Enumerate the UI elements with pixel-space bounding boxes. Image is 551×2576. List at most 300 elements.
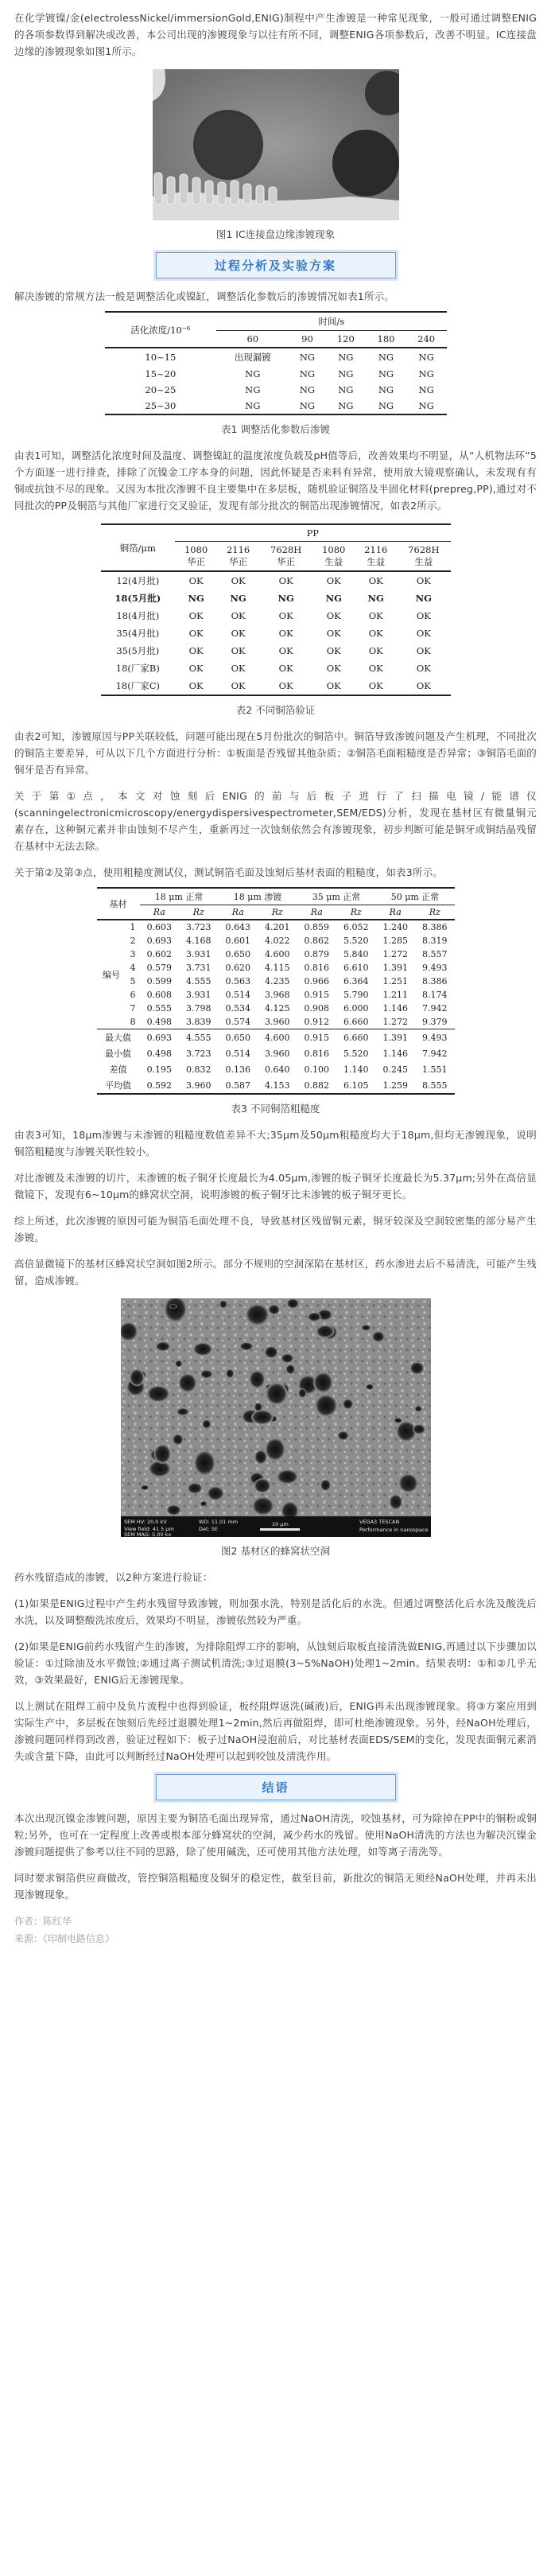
col-code: 1080: [184, 544, 208, 555]
table-cell: 8.386: [421, 976, 448, 986]
table-row: [97, 961, 455, 975]
sem-det: Det: SE: [198, 1526, 218, 1532]
table-cell: OK: [326, 628, 341, 639]
table-cell: 0.832: [186, 1064, 211, 1075]
sem-cavity: [239, 1342, 253, 1350]
sem-cavity: [281, 1354, 293, 1364]
table-cell: OK: [326, 663, 341, 674]
table-cell: 4.600: [265, 1032, 290, 1043]
col-code: 2116: [226, 544, 250, 555]
table-cell: NG: [245, 368, 261, 379]
table-3-sub: Rz: [271, 907, 283, 917]
table-cell: 6.052: [343, 922, 369, 932]
table-cell: 3.798: [186, 1003, 211, 1014]
table-3-group: 18 μm 正常: [140, 888, 219, 905]
table-cell: OK: [188, 628, 204, 639]
table-row-label: 18(4月批): [116, 610, 160, 621]
sem-cavity: [394, 1418, 402, 1423]
table-3-sub: Rz: [192, 907, 204, 917]
sem-cavity: [202, 1420, 211, 1429]
table-cell: 8.386: [421, 922, 448, 932]
table-row-label: 18(厂家C): [115, 680, 161, 691]
table-cell: 3.960: [265, 1048, 290, 1059]
article-footer: [14, 1913, 537, 1948]
table-cell: 0.195: [146, 1064, 173, 1075]
sem-cavity: [286, 1298, 298, 1308]
table-cell: NG: [299, 400, 316, 411]
table-cell: 1.140: [343, 1064, 369, 1075]
table-3-sub: Ra: [153, 907, 165, 917]
table-cell: 8.174: [421, 990, 448, 1000]
table-3-sub: Rz: [350, 907, 362, 917]
table-cell: OK: [278, 610, 293, 621]
table-cell: OK: [188, 645, 204, 656]
table-cell: 3.723: [186, 1048, 211, 1059]
sem-cavity: [130, 1369, 144, 1387]
table-cell: 4.555: [186, 1032, 211, 1043]
table-cell: 0.915: [304, 1032, 329, 1043]
sem-brand: VEGA3 TESCAN: [359, 1519, 399, 1525]
table-cell: 8.555: [421, 1080, 448, 1091]
table-3-group: 50 μm 正常: [375, 888, 454, 905]
table-cell: NG: [299, 368, 316, 379]
col-code: 2116: [364, 544, 388, 555]
table-3-sub: Rz: [429, 907, 440, 917]
sem-cavity: [187, 1483, 201, 1494]
col-code: 7628H: [270, 544, 302, 555]
table-cell: NG: [378, 384, 394, 395]
table-row-id: 8: [130, 1017, 136, 1027]
table-cell: 0.693: [146, 936, 173, 946]
table-row: [101, 660, 451, 677]
table-row-id: 2: [130, 936, 136, 946]
table-row: [97, 1002, 455, 1015]
table-cell: NG: [277, 593, 294, 604]
table-cell: 1.391: [382, 963, 408, 973]
sem-cavity: [156, 1342, 170, 1352]
table-cell: OK: [231, 610, 246, 621]
table-cell: OK: [278, 680, 293, 691]
table-2-caption: 表2 不同铜箔验证: [235, 704, 316, 716]
table-row-id: 5: [130, 976, 136, 986]
table-row: [101, 590, 451, 607]
table-cell: 8.557: [421, 949, 448, 959]
table-cell: NG: [299, 384, 316, 395]
table-row: [105, 398, 447, 414]
table-cell: 4.153: [265, 1080, 290, 1091]
sem-cavity: [146, 1386, 169, 1403]
table-cell: OK: [368, 645, 383, 656]
col-maker: 华正: [277, 556, 296, 567]
table-row: [97, 1029, 455, 1046]
section1-paragraph-13: 以上测试在阻焊工前中及负片流程中也得到验证，板经阻焊返洗(碱液)后，ENIG再未出现渗镀现象。将③方案应用到实际生产中，多层板在蚀刻后先经过退膜处理1~2min,然后再做阻焊，即可杜绝渗镀现象。另外，经NaOH处理后，渗镀问题同样得到改善，验证过程如下：板子过NaOH浸泡前后，对比基材表面EDS/SEM的变化，发现表面铜元素消失或含量下降，由此可以判断经过NaOH处理可以起到咬蚀及清洗作用。: [14, 1700, 537, 1762]
table-cell: OK: [368, 610, 383, 621]
table-cell: 0.966: [304, 976, 329, 986]
table-cell: 0.498: [146, 1017, 173, 1027]
sem-cavity: [277, 1469, 298, 1484]
table-cell: OK: [326, 575, 341, 586]
table-cell: OK: [416, 575, 431, 586]
section1-paragraph-4: 关于第①点，本文对蚀刻后ENIG的前与后板子进行了扫描电镜/能谱仪(scanningelectronicmicroscopy/energydispersivespectrometer,SEM/EDS)分析，发现在基材区有微量铜元素存在，这种铜元素并非由蚀刻不尽产生，重新再过一次蚀刻依然会有渗镀现象，初步判断可能是铜牙或铜结晶残留在基材中无法去除。: [14, 790, 537, 852]
table-cell: OK: [416, 680, 431, 691]
table-cell: 1.240: [382, 922, 408, 932]
sem-cavity: [268, 1305, 279, 1315]
table-row: [101, 607, 451, 625]
table-cell: 4.555: [186, 976, 211, 986]
table-cell: 3.960: [186, 1080, 211, 1091]
table-row: [97, 948, 455, 961]
table-cell: OK: [188, 575, 204, 586]
table-cell: 8.319: [421, 936, 448, 946]
sem-cavity: [343, 1399, 353, 1410]
section1-paragraph-12: (2)如果是ENIG前药水残留产生的渗镀，为排除阻焊工序的影响，从蚀刻后取板直接清洗做ENIG,再通过以下步骤加以验证：①过除油及水平微蚀;②通过离子测试机清洗;③过退膜(3~5%NaOH)处理1~2min。结果表明：①和②几乎无效，③效果最好，ENIG后无渗镀现象。: [14, 1640, 537, 1686]
section-title-analysis: 过程分析及实验方案: [156, 252, 396, 278]
table-cell: NG: [418, 384, 434, 395]
figure-1-caption: 图1 IC连接盘边缘渗镀现象: [215, 228, 336, 240]
table-cell: 0.514: [225, 990, 251, 1000]
table-cell: 3.931: [186, 990, 211, 1000]
section1-paragraph-9: 高倍显微镜下的基材区蜂窝状空洞如图2所示。部分不规则的空洞深陷在基材区，药水渗进去后不易清洗，可能产生残留，造成渗镀。: [14, 1258, 537, 1286]
table-cell: 0.514: [225, 1048, 251, 1059]
sem-cavity: [413, 1424, 425, 1434]
table-row: [97, 920, 455, 934]
table-cell: 1.146: [382, 1003, 408, 1014]
table-cell: 0.601: [225, 936, 251, 946]
table-cell: NG: [378, 352, 394, 363]
sem-cavity: [316, 1325, 334, 1338]
source-line: 来源：《印制电路信息》: [14, 1933, 115, 1944]
table-row-id: 3: [130, 949, 136, 959]
table-cell: 7.942: [421, 1048, 448, 1059]
table-cell: OK: [368, 628, 383, 639]
table-cell: 3.839: [186, 1017, 211, 1027]
table-cell: OK: [278, 628, 293, 639]
table-3-body: [97, 920, 455, 1094]
sem-cavity: [315, 1395, 337, 1417]
table-cell: NG: [245, 400, 261, 411]
table-cell: NG: [325, 593, 342, 604]
table-cell: 0.908: [304, 1003, 329, 1014]
sem-cavity: [254, 1450, 266, 1465]
table-cell: 0.915: [304, 990, 329, 1000]
col-maker: 生益: [414, 556, 433, 567]
sem-cavity: [226, 1369, 234, 1378]
sem-cavity: [254, 1478, 270, 1492]
table-cell: 9.493: [421, 1032, 448, 1043]
section-title-conclusion: 结语: [156, 1774, 396, 1800]
table-cell: OK: [231, 680, 246, 691]
table-3-caption: 表3 不同铜箔粗糙度: [231, 1103, 320, 1115]
table-cell: 4.115: [265, 963, 290, 973]
section1-paragraph-6: 由表3可知，18μm渗镀与未渗镀的粗糙度数值差异不大;35μm及50μm粗糙度均大于18μm,但均无渗镀现象，说明铜箔粗糙度与渗镀关联性较小。: [14, 1129, 537, 1158]
table-row-label: 12(4月批): [116, 575, 160, 586]
sem-wd: WD: 11.01 mm: [198, 1519, 238, 1525]
table-cell: OK: [326, 610, 341, 621]
table-1-col: 180: [377, 333, 395, 344]
table-row: [97, 988, 455, 1002]
table-cell: NG: [415, 593, 433, 604]
sem-cavity: [153, 1444, 170, 1464]
col-maker: 生益: [367, 556, 386, 567]
table-cell: 4.168: [186, 936, 211, 946]
table-cell: OK: [368, 680, 383, 691]
table-2-col: [397, 542, 450, 572]
sem-cavity: [409, 1362, 424, 1375]
table-cell: OK: [231, 645, 246, 656]
table-cell: OK: [231, 575, 246, 586]
table-cell: 0.643: [225, 922, 251, 932]
table-cell: 1.251: [382, 976, 408, 986]
table-cell: 0.693: [146, 1032, 173, 1043]
col-code: 7628H: [408, 544, 440, 555]
table-cell: 4.125: [265, 1003, 290, 1014]
sem-cavity: [177, 1408, 188, 1415]
sem-cavity: [361, 1325, 371, 1330]
table-cell: 9.379: [421, 1017, 448, 1027]
sem-cavity: [308, 1313, 321, 1321]
table-1-row-header: 活化浓度/10⁻⁶: [105, 312, 217, 348]
table-row: [97, 1061, 455, 1077]
sem-cavity: [396, 1421, 416, 1442]
sem-cavity: [298, 1388, 306, 1398]
table-cell: NG: [338, 400, 354, 411]
section1-paragraph-2: 由表1可知，调整活化浓度时间及温度、调整镍缸的温度浓度负载及pH值等后，改善效果均不明显，从“人机物法环”5个方面逐一进行排查，排除了沉镍金工序本身的问题，因此怀疑是否来料有异常，使用放大镜观察确认，未发现有有铜或抗蚀不尽的现象。又因为本批次渗镀不良主要集中在多层板，随机验证铜箔及半固化材料(prepreg,PP),通过对不同批次的PP及铜箔与其他厂家进行交叉验证，发现有部分批次的铜箔出现渗镀情况，如表2所示。: [14, 449, 537, 512]
table-cell: 0.579: [146, 963, 173, 973]
table-cell: 0.620: [225, 963, 251, 973]
sem-cavity: [266, 1383, 287, 1405]
table-cell: NG: [338, 384, 354, 395]
table-cell: OK: [416, 610, 431, 621]
table-cell: OK: [278, 663, 293, 674]
section1-paragraph-3: 由表2可知，渗镀原因与PP关联较低，问题可能出现在5月份批次的铜箔中。铜箔导致渗镀问题及产生机理，不同批次的铜箔主要差异，可从以下几个方面进行分析：①板面是否残留其他杂质；②铜箔毛面粗糙度是否异常；③铜箔毛面的铜牙是否有异常。: [14, 730, 537, 776]
sem-cavity: [252, 1496, 274, 1515]
table-cell: OK: [416, 628, 431, 639]
col-maker: 华正: [229, 556, 248, 567]
table-cell: 1.272: [382, 949, 408, 959]
table-cell: 1.391: [382, 1032, 408, 1043]
table-cell: 0.650: [225, 949, 251, 959]
table-cell: 10~15: [145, 352, 177, 363]
table-cell: NG: [245, 384, 261, 395]
sem-cavity: [337, 1431, 348, 1440]
table-cell: 0.650: [225, 1032, 251, 1043]
sem-cavity: [169, 1304, 177, 1309]
table-row: [105, 382, 447, 398]
table-cell: 0.602: [146, 949, 173, 959]
section1-paragraph-8: 综上所述，此次渗镀的原因可能为铜箔毛面处理不良，导致基材区残留铜元素，铜牙较深及空洞较密集的部分易产生渗镀。: [14, 1215, 537, 1243]
table-cell: 0.912: [304, 1017, 329, 1027]
table-cell: 6.660: [343, 1032, 369, 1043]
sem-scale-bar: [260, 1528, 300, 1531]
sem-tag: Performance in nanospace: [359, 1527, 429, 1533]
table-cell: 4.600: [265, 949, 290, 959]
table-cell: 6.105: [343, 1080, 369, 1091]
table-row-group-label: 编号: [102, 970, 120, 980]
table-cell: NG: [338, 368, 354, 379]
table-cell: NG: [338, 352, 354, 363]
sem-cavity: [175, 1360, 182, 1367]
table-cell: 15~20: [145, 368, 177, 379]
table-cell: 1.551: [421, 1064, 448, 1075]
sem-cavity: [285, 1364, 294, 1374]
table-cell: 0.100: [304, 1064, 329, 1075]
table-3-corner: 基材: [97, 888, 140, 920]
table-cell: 1.285: [382, 936, 408, 946]
table-row: [101, 642, 451, 660]
table-cell: 0.608: [146, 990, 173, 1000]
sem-hv: SEM HV: 20.0 kV: [123, 1519, 167, 1525]
table-2-col: [312, 542, 355, 572]
table-cell: 0.816: [304, 963, 329, 973]
table-cell: 0.816: [304, 1048, 329, 1059]
table-cell: 7.942: [421, 1003, 448, 1014]
sem-cavity: [194, 1450, 215, 1476]
section1-paragraph-1: 解决渗镀的常规方法一般是调整活化或镍缸，调整活化参数后的渗镀情况如表1所示。: [14, 290, 395, 302]
section1-paragraph-11: (1)如果是ENIG过程中产生药水残留导致渗镀，则加强水洗，特别是活化后的水洗。但通过调整活化后水洗及酸洗后水洗，以及调整酸洗浓度后，效果均不明显，渗镀依然较为严重。: [14, 1597, 537, 1626]
table-cell: OK: [326, 680, 341, 691]
table-3-sub: Ra: [310, 907, 323, 917]
table-cell: NG: [230, 593, 246, 604]
sem-cavity: [264, 1346, 277, 1358]
table-1-col: 240: [417, 333, 436, 344]
table-cell: OK: [278, 575, 293, 586]
table-row: [101, 571, 451, 590]
table-cell: OK: [231, 663, 246, 674]
table-row: [97, 1077, 455, 1094]
table-row: [105, 348, 447, 366]
table-cell: OK: [368, 663, 383, 674]
sem-cavity: [320, 1480, 331, 1491]
table-cell: OK: [231, 628, 246, 639]
table-row-label: 18(厂家B): [115, 663, 160, 674]
table-3-sub: Ra: [389, 907, 402, 917]
table-cell: OK: [368, 575, 383, 586]
sem-cavity: [389, 1494, 402, 1509]
sem-cavity: [173, 1434, 183, 1446]
table-cell: NG: [367, 593, 384, 604]
table-cell: 0.136: [225, 1064, 251, 1075]
table-cell: 0.555: [146, 1003, 173, 1014]
sem-cavity: [141, 1485, 149, 1490]
sem-cavity: [219, 1301, 227, 1309]
table-cell: 0.592: [146, 1080, 173, 1091]
table-cell: OK: [278, 645, 293, 656]
table-cell: OK: [188, 610, 204, 621]
sem-cavity: [200, 1370, 212, 1378]
table-1-caption: 表1 调整活化参数后渗镀: [221, 423, 330, 435]
table-cell: 0.882: [304, 1080, 329, 1091]
table-cell: NG: [418, 352, 434, 363]
table-cell: 20~25: [145, 384, 177, 395]
table-cell: 4.235: [265, 976, 290, 986]
table-cell: 1.259: [382, 1080, 408, 1091]
sem-cavity: [249, 1370, 265, 1388]
sem-cavity: [313, 1372, 333, 1393]
table-1-col: 60: [246, 333, 259, 344]
table-2: [101, 523, 451, 696]
table-cell: 5.790: [343, 990, 369, 1000]
table-cell: 1.146: [382, 1048, 408, 1059]
table-row-id: 7: [130, 1003, 136, 1014]
intro-paragraph: 在化学镀镍/金(electrolessNickel/immersionGold,ENIG)制程中产生渗镀是一种常见现象，一般可通过调整ENIG的各项参数得到解决或改善，本公司出现的渗镀现象与以往有所不同，调整ENIG各项参数后，改善不明显。IC连接盘边缘的渗镀现象如图1所示。: [14, 12, 537, 57]
table-2-body: [101, 571, 451, 695]
section1-paragraph-5: 关于第②及第③点，使用粗糙度测试仪，测试铜箔毛面及蚀刻后基材表面的粗糙度，如表3所示。: [14, 866, 443, 878]
col-code: 1080: [322, 544, 346, 555]
conclusion-paragraph-1: 本次出现沉镍金渗镀问题，原因主要为铜箔毛面出现异常，通过NaOH清洗，咬蚀基材，可为除掉在PP中的铜粉或铜粒;另外，也可在一定程度上改善或根本部分蜂窝状的空洞，减少药水的残留。使用NaOH清洗的方法也为解决沉镍金渗镀问题提供了参考以往不同的思路，除了使用碱洗，还可使用其他方法处理，如等离子清洗等。: [14, 1812, 537, 1858]
table-stat-label: 最大值: [105, 1033, 132, 1043]
table-row: [101, 625, 451, 642]
sem-cavity: [366, 1384, 374, 1390]
table-cell: 3.960: [265, 1017, 290, 1027]
table-cell: NG: [418, 368, 434, 379]
table-cell: NG: [378, 400, 394, 411]
table-row: [97, 1045, 455, 1061]
table-row-id: 4: [130, 963, 136, 973]
sem-cavity: [251, 1410, 274, 1424]
table-row-label: 35(5月批): [116, 645, 160, 656]
sem-scale: 10 μm: [271, 1521, 289, 1527]
table-cell: 0.603: [146, 922, 173, 932]
section1-paragraph-7: 对比渗镀及未渗镀的切片，未渗镀的板子铜牙长度最长为4.05μm,渗镀的板子铜牙长度最长为5.37μm;另外在高倍显微镜下，发现有6~10μm的蜂窝状空洞，说明渗镀的板子铜牙比未渗镀的板子铜牙更长。: [14, 1172, 537, 1200]
table-cell: 0.245: [382, 1064, 408, 1075]
table-cell: OK: [188, 680, 204, 691]
figure-2-sem-image: [121, 1298, 431, 1537]
table-cell: NG: [418, 400, 434, 411]
sem-cavity: [246, 1304, 269, 1325]
section1-paragraph-10: 药水残留造成的渗镀，以2种方案进行验证：: [14, 1571, 213, 1583]
table-3: [97, 887, 455, 1095]
conclusion-paragraph-2: 同时要求铜箔供应商做改，管控铜箔粗糙度及铜牙的稳定性，截至目前，新批次的铜箔无须经NaOH处理，并再未出现渗镀现象。: [14, 1872, 537, 1901]
table-2-pp-header: PP: [175, 524, 450, 542]
table-1-col: 90: [301, 333, 313, 344]
table-cell: 0.498: [146, 1048, 173, 1059]
table-stat-label: 最小值: [105, 1049, 132, 1059]
table-row: [105, 366, 447, 382]
table-cell: 6.364: [343, 976, 369, 986]
table-cell: 4.201: [265, 922, 290, 932]
table-row: [101, 677, 451, 695]
table-cell: 5.520: [343, 936, 369, 946]
sem-cavity: [372, 1332, 385, 1342]
table-cell: 6.610: [343, 963, 369, 973]
table-cell: 5.840: [343, 949, 369, 959]
table-cell: 3.723: [186, 922, 211, 932]
table-cell: 1.272: [382, 1017, 408, 1027]
table-2-col: [175, 542, 217, 572]
table-row-label: 35(4月批): [116, 628, 160, 639]
table-row-id: 6: [130, 990, 136, 1000]
table-1-col: 120: [336, 333, 355, 344]
figure-1-image: [153, 69, 399, 220]
table-cell: NG: [378, 368, 394, 379]
table-3-group: 18 μm 渗镀: [219, 888, 297, 905]
sem-cavity: [414, 1406, 421, 1411]
table-stat-label: 平均值: [105, 1080, 132, 1091]
table-cell: 0.859: [304, 922, 329, 932]
table-cell: 出现漏镀: [234, 352, 271, 363]
table-cell: 0.879: [304, 949, 329, 959]
table-row: [97, 975, 455, 988]
col-maker: 生益: [324, 556, 343, 567]
table-cell: OK: [416, 663, 431, 674]
sem-cavity: [178, 1373, 196, 1392]
table-cell: 0.640: [265, 1064, 290, 1075]
col-maker: 华正: [187, 556, 206, 567]
figure-2-caption: 图2 基材区的蜂窝状空洞: [221, 1545, 330, 1557]
table-2-corner: 铜箔/μm: [101, 524, 176, 571]
table-row-id: 1: [130, 922, 136, 932]
sem-cavity: [192, 1343, 211, 1356]
